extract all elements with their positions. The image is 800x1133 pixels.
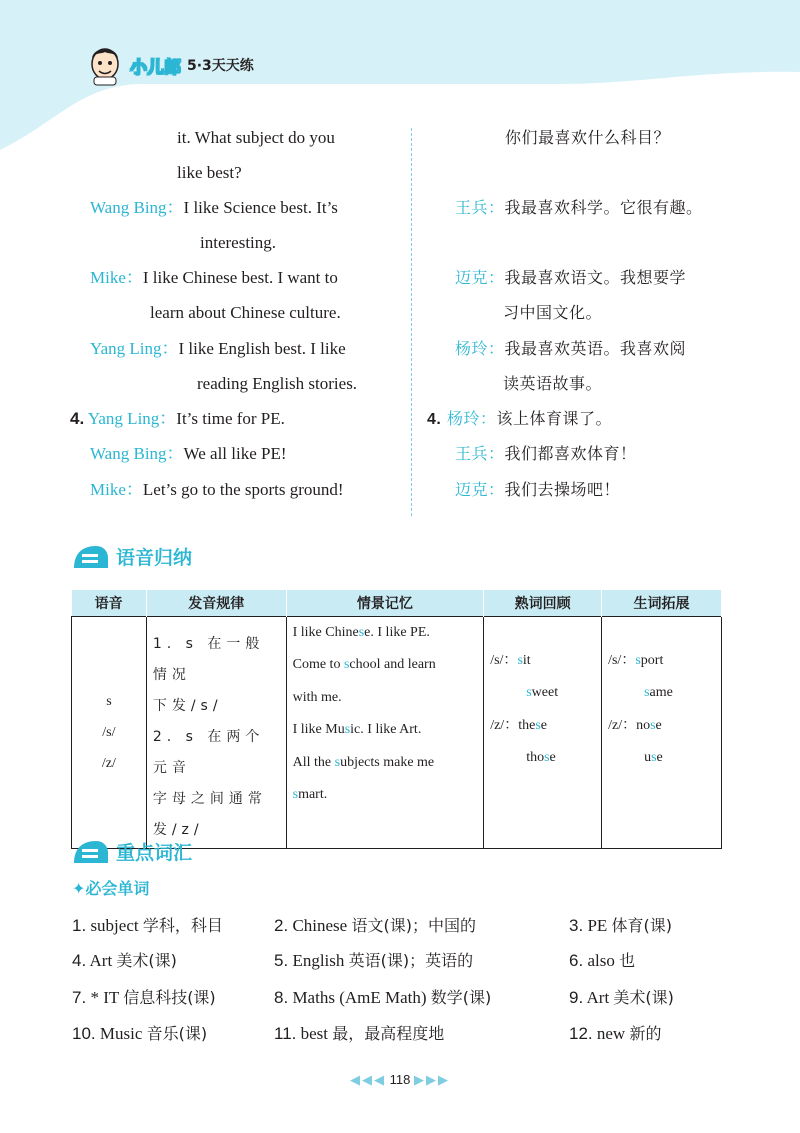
dialogue-line: Yang Ling：I like English best. I like: [90, 339, 346, 358]
vocab-item: 1. subject 学科，科目: [72, 916, 223, 935]
column-header: 语音: [72, 590, 147, 616]
section-title: 重点词汇: [116, 842, 193, 864]
table-header-row: [72, 590, 722, 616]
dialogue-line: Wang Bing：I like Science best. It’s: [90, 198, 338, 217]
vocabulary-subtitle: ✦必会单词: [72, 879, 150, 898]
new-words-cell: /s/：sport same /z/：nose use: [602, 616, 722, 848]
arrow-left-icon: ◀◀◀: [350, 1072, 386, 1087]
rules-cell: 1. s 在一般情况 下发/s/ 2. s 在两个元音 字母之间通常 发/z/: [146, 616, 286, 848]
phonics-table: [71, 590, 722, 849]
section-title: 语音归纳: [116, 547, 193, 569]
scene-cell: I like Chinese. I like PE. Come to school and learn with me. I like Music. I like Art. All the subjects make me smart.: [286, 616, 484, 848]
speaker-name: Yang Ling：: [90, 339, 179, 358]
dialogue-line: 王兵：我最喜欢科学。它很有趣。: [455, 198, 703, 217]
dialogue-line: learn about Chinese culture.: [150, 303, 341, 322]
section-icon: [72, 839, 110, 865]
dialogue-line: Mike：I like Chinese best. I want to: [90, 268, 338, 287]
column-header: 发音规律: [146, 590, 286, 616]
item-number: 4.: [70, 409, 85, 428]
dialogue-line: 习中国文化。: [503, 303, 603, 322]
dialogue-line: 4. 杨玲：该上体育课了。: [427, 409, 612, 428]
sound-cell: s /s/ /z/: [72, 616, 147, 848]
dialogue-line: 迈克：我最喜欢语文。我想要学: [455, 268, 687, 287]
speaker-name: 王兵：: [455, 444, 505, 463]
dialogue-line: Wang Bing：We all like PE!: [90, 444, 287, 463]
speaker-name: Mike：: [90, 268, 143, 287]
phonics-section-header: [72, 543, 192, 570]
dialogue-line: 迈克：我们去操场吧！: [455, 480, 621, 499]
vocab-item: 9. Art 美术(课): [569, 988, 674, 1007]
column-header: 生词拓展: [602, 590, 722, 616]
dialogue-line: 王兵：我们都喜欢体育！: [455, 444, 637, 463]
speaker-name: 迈克：: [455, 268, 505, 287]
dialogue-line: interesting.: [200, 233, 277, 252]
dialogue-line: it. What subject do you: [177, 128, 335, 147]
brand-series: 5·3天天练: [187, 58, 254, 74]
column-divider: [411, 128, 412, 516]
speaker-name: 杨玲：: [455, 339, 505, 358]
speaker-name: Wang Bing：: [90, 198, 184, 217]
column-header: 情景记忆: [286, 590, 484, 616]
boy-mascot-icon: [86, 44, 124, 86]
dialogue-line: like best?: [177, 163, 242, 182]
vocab-item: 6. also 也: [569, 951, 636, 970]
brand: [86, 44, 254, 86]
speaker-name: 迈克：: [455, 480, 505, 499]
vocab-item: 7. * IT 信息科技(课): [72, 988, 216, 1007]
vocab-item: 5. English 英语(课)；英语的: [274, 951, 474, 970]
item-number: 4.: [427, 411, 442, 428]
page-number: 118: [389, 1072, 411, 1087]
column-header: 熟词回顾: [484, 590, 602, 616]
vocab-item: 11. best 最，最高程度地: [274, 1024, 445, 1043]
page-footer: [0, 1072, 800, 1088]
vocabulary-section-header: [72, 838, 192, 865]
dialogue-line: Mike：Let’s go to the sports ground!: [90, 480, 344, 499]
review-cell: /s/：sit sweet /z/：these those: [484, 616, 602, 848]
vocab-item: 2. Chinese 语文(课)；中国的: [274, 916, 476, 935]
speaker-name: 王兵：: [455, 198, 505, 217]
speaker-name: Wang Bing：: [90, 444, 184, 463]
vocab-item: 3. PE 体育(课): [569, 916, 673, 935]
vocab-item: 12. new 新的: [569, 1024, 662, 1043]
brand-name: 小儿郎: [130, 57, 181, 78]
dialogue-line: 你们最喜欢什么科目？: [505, 128, 671, 147]
section-icon: [72, 544, 110, 570]
vocab-item: 8. Maths (AmE Math) 数学(课): [274, 988, 492, 1007]
vocab-item: 4. Art 美术(课): [72, 951, 177, 970]
speaker-name: Yang Ling：: [87, 409, 177, 428]
arrow-right-icon: ▶▶▶: [413, 1072, 450, 1087]
dialogue-line: 杨玲：我最喜欢英语。我喜欢阅: [455, 339, 687, 358]
vocab-item: 10. Music 音乐(课): [72, 1024, 208, 1043]
dialogue-line: reading English stories.: [197, 374, 358, 393]
table-row: [72, 616, 722, 848]
speaker-name: Mike：: [90, 480, 143, 499]
dialogue-line: 读英语故事。: [503, 374, 603, 393]
speaker-name: 杨玲：: [446, 409, 497, 428]
dialogue-line: 4. Yang Ling：It’s time for PE.: [70, 409, 285, 428]
